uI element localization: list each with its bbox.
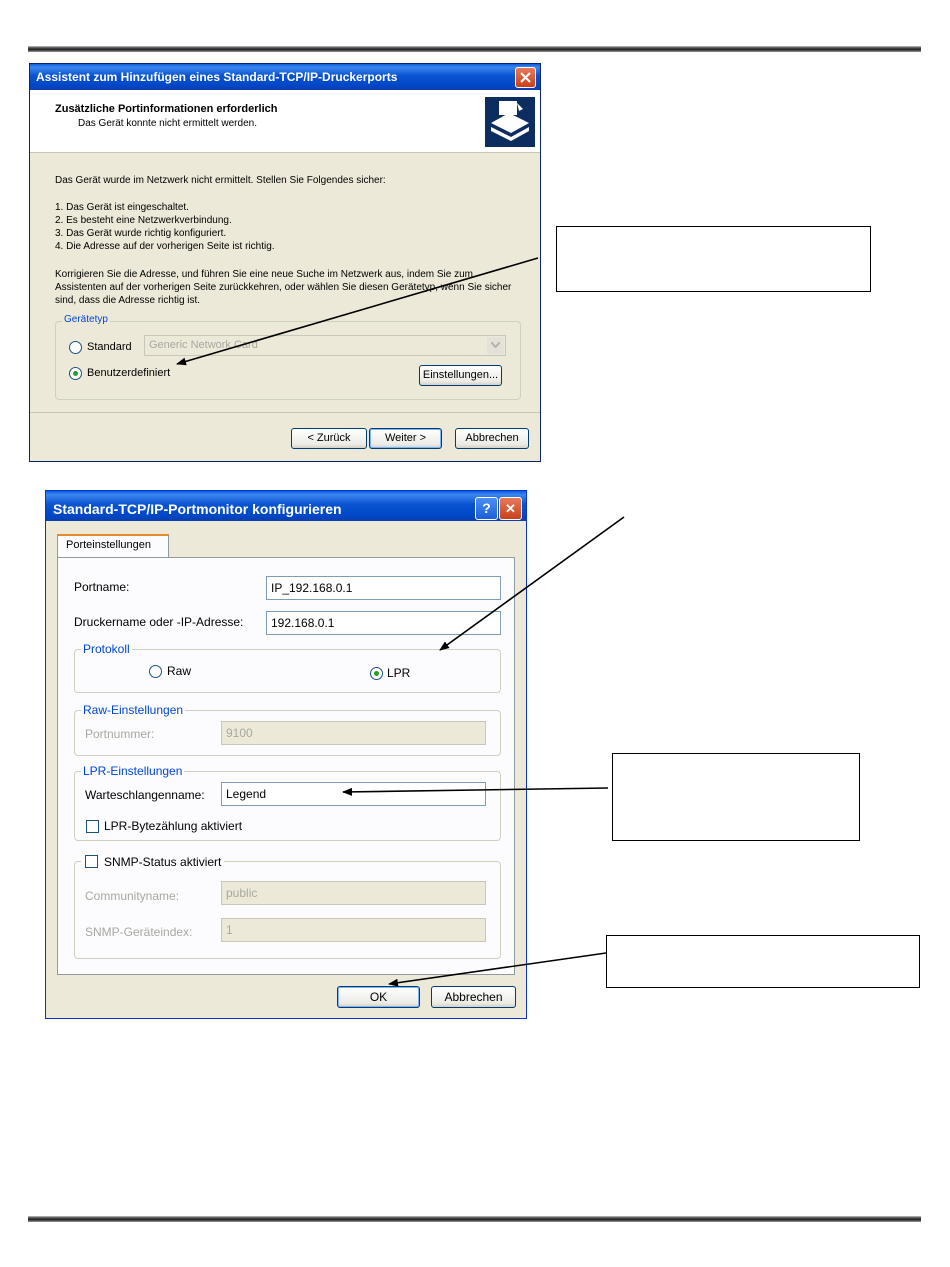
help-icon[interactable]: ? [475,497,498,520]
back-button[interactable]: < Zurück [291,428,367,449]
standard-select-value: Generic Network Card [149,339,258,351]
community-input[interactable]: public [221,881,486,905]
bytecount-label: LPR-Bytezählung aktiviert [104,819,243,833]
wizard-title: Assistent zum Hinzufügen eines Standard-TCP/IP-Druckerports [36,70,398,84]
portnumber-label: Portnummer: [85,727,155,741]
cancel-button[interactable]: Abbrechen [455,428,529,449]
community-label: Communityname: [85,889,180,903]
wizard-intro: Das Gerät wurde im Netzwerk nicht ermittelt. Stellen Sie Folgendes sicher: [55,175,386,186]
wizard-advice: Korrigieren Sie die Adresse, und führen Sie eine neue Suche im Netzwerk aus, indem Sie zum Assistenten auf der vorherigen Seite zurückkehren, oder wählen Sie diesen Gerätetyp, wenn Sie sicher sind, dass die Adresse richtig ist. [55,269,512,306]
queue-label: Warteschlangenname: [85,788,205,802]
lpr-settings-label: LPR-Einstellungen [83,764,183,778]
header-subtitle: Das Gerät konnte nicht ermittelt werden. [78,118,257,129]
page-bottom-rule [28,1216,921,1222]
portnumber-input[interactable]: 9100 [221,721,486,745]
checklist-item: 4. Die Adresse auf der vorherigen Seite ist richtig. [55,241,275,252]
close-icon[interactable]: ✕ [499,497,522,520]
portname-label: Portname: [74,580,130,594]
ok-button[interactable]: OK [337,986,420,1008]
custom-radio-label: Benutzerdefiniert [87,367,171,379]
arrow-to-queue-input [343,788,608,792]
queue-input[interactable]: Legend [221,782,486,806]
snmp-index-label: SNMP-Geräteindex: [85,925,193,939]
raw-radio-label: Raw [167,664,192,678]
standard-radio-label: Standard [87,341,132,353]
checklist-item: 3. Das Gerät wurde richtig konfiguriert. [55,228,227,239]
arrow-to-custom-radio [177,258,538,364]
next-button[interactable]: Weiter > [369,428,442,449]
lpr-radio-label: LPR [387,666,411,680]
checklist-item: 2. Es besteht eine Netzwerkverbindung. [55,215,232,226]
address-input[interactable]: 192.168.0.1 [266,611,501,635]
snmp-index-input[interactable]: 1 [221,918,486,942]
settings-button[interactable]: Einstellungen... [419,365,502,386]
portname-input[interactable]: IP_192.168.0.1 [266,576,501,600]
tab-label: Porteinstellungen [66,539,152,551]
protocol-label: Protokoll [83,642,130,656]
config-title: Standard-TCP/IP-Portmonitor konfigurieren [53,501,342,517]
config-cancel-button[interactable]: Abbrechen [431,986,516,1008]
checklist-item: 1. Das Gerät ist eingeschaltet. [55,202,189,213]
header-title: Zusätzliche Portinformationen erforderlich [55,103,278,115]
arrow-to-ok-button [389,953,606,984]
raw-settings-label: Raw-Einstellungen [83,703,184,717]
device-type-label: Gerätetyp [64,314,108,325]
snmp-label: SNMP-Status aktiviert [104,855,222,869]
arrow-to-lpr-radio [440,517,624,650]
address-label: Druckername oder -IP-Adresse: [74,615,244,629]
